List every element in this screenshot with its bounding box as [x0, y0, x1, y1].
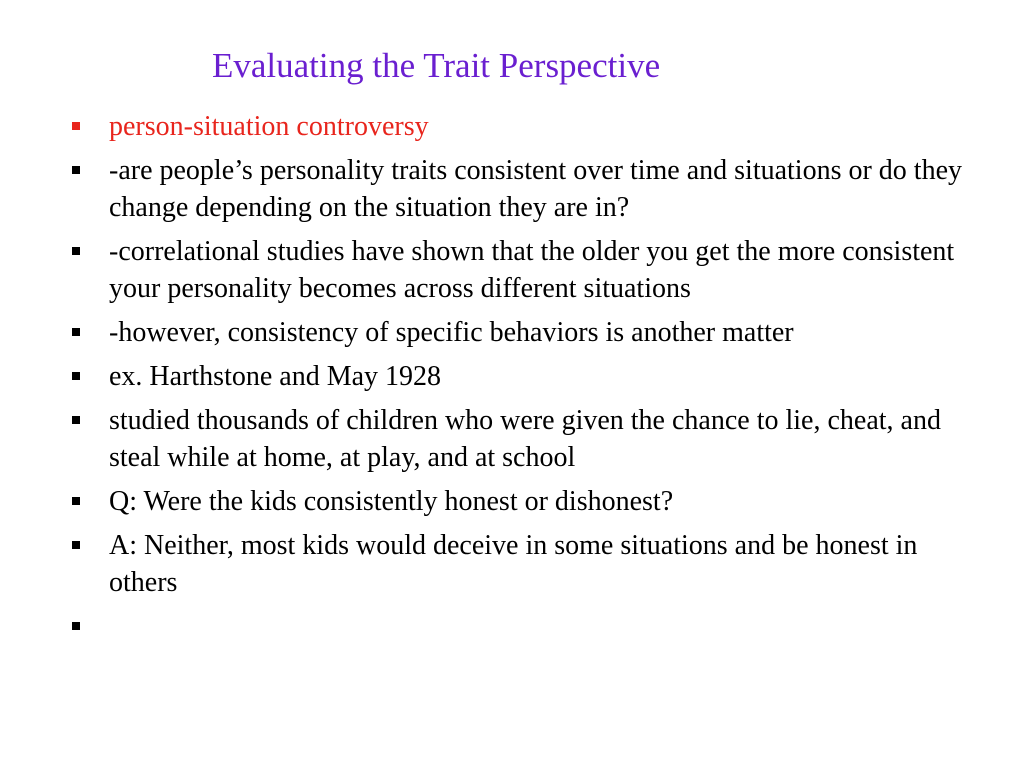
square-bullet-icon	[72, 328, 80, 336]
bullet-item	[70, 483, 970, 520]
bullet-item	[70, 358, 970, 395]
square-bullet-icon	[72, 497, 80, 505]
bullet-item	[70, 108, 970, 145]
square-bullet-icon	[72, 622, 80, 630]
bullet-text: -are people’s personality traits consistent over time and situations or do they change depending on the situation they are in?	[109, 155, 963, 223]
square-bullet-icon	[72, 247, 80, 255]
bullet-text: -correlational studies have shown that the older you get the more consistent your personality becomes across different situations	[109, 236, 955, 304]
square-bullet-icon	[72, 372, 80, 380]
slide-title: Evaluating the Trait Perspective	[212, 46, 661, 85]
bullet-list	[70, 108, 970, 652]
bullet-item	[70, 402, 970, 476]
square-bullet-icon	[72, 166, 80, 174]
bullet-text: -however, consistency of specific behaviors is another matter	[109, 317, 794, 348]
bullet-text: A: Neither, most kids would deceive in some situations and be honest in others	[109, 530, 918, 598]
bullet-text: studied thousands of children who were given the chance to lie, cheat, and steal while at home, at play, and at school	[109, 405, 941, 473]
square-bullet-icon	[72, 416, 80, 424]
bullet-text: person-situation controversy	[109, 111, 429, 142]
square-bullet-icon	[72, 541, 80, 549]
bullet-item	[70, 152, 970, 226]
bullet-text: ex. Harthstone and May 1928	[109, 361, 442, 392]
bullet-item	[70, 527, 970, 601]
bullet-item-empty	[70, 608, 970, 645]
bullet-item	[70, 233, 970, 307]
square-bullet-icon	[72, 122, 80, 130]
bullet-text: Q: Were the kids consistently honest or dishonest?	[109, 486, 674, 517]
bullet-item	[70, 314, 970, 351]
